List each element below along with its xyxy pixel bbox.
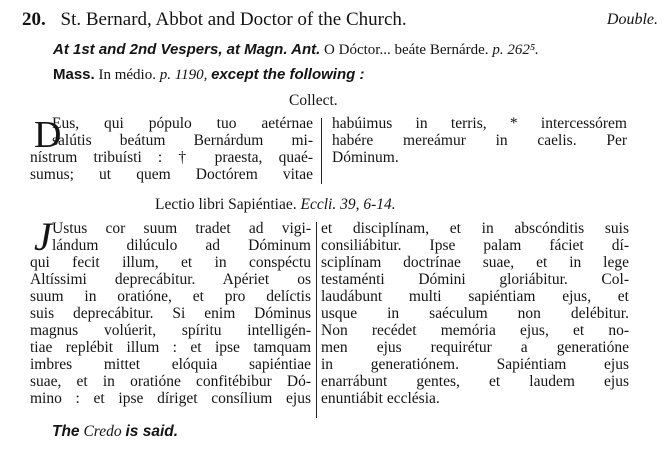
feast-title: St. Bernard, Abbot and Doctor of the Church.: [60, 9, 407, 30]
lesson-line: lándum dilúculo ad Dóminum: [52, 237, 311, 254]
lesson-line: Altíssimi deprecábitur. Apériet os: [30, 271, 311, 288]
vespers-prefix: At 1st and 2nd Vespers, at Magn. Ant.: [53, 41, 321, 58]
vespers-antiphon: O Dóctor... beáte Bernárde.: [324, 42, 489, 58]
collect-line: sumus; ut quem Doctórem vitae: [30, 166, 313, 183]
lesson-line: et disciplínam, et in abscónditis suis: [321, 220, 629, 237]
lesson-line: qui fecit illum, et in conspéctu: [30, 254, 311, 271]
column-divider: [316, 222, 317, 418]
collect-line: nístrum tribuísti : † praesta, quaé-: [30, 149, 313, 166]
lesson-left-column: [30, 214, 311, 407]
lesson-right-column: [321, 220, 629, 407]
lesson-line: laudábunt multi sapiéntiam ejus, et: [321, 288, 629, 305]
collect-line: Eus, qui pópulo tuo aetérnae: [52, 115, 313, 132]
lesson-line: suis deprecábitur. Si enim Dóminus: [30, 305, 311, 322]
mass-suffix: except the following :: [211, 66, 365, 83]
lesson-line: magnus volúerit, spíritu intelligén-: [30, 322, 311, 339]
lesson-heading: [155, 196, 396, 214]
lesson-line: suae, et in oratióne confitébibur Dó-: [30, 373, 311, 390]
collect-line: salútis beátum Bernárdum mi-: [52, 132, 313, 149]
lesson-line: Ustus cor suum tradet ad vigi-: [52, 220, 311, 237]
credo-word: Credo: [83, 423, 122, 440]
lesson-line: enarrábunt gentes, et laudem ejus: [321, 373, 629, 390]
mass-rubric: [53, 66, 364, 84]
mass-introit: In médio.: [98, 67, 156, 83]
lesson-line: sciplínam doctrínae suae, et in lege: [321, 254, 629, 271]
credo-prefix: The: [52, 423, 80, 440]
credo-suffix: is said.: [125, 423, 179, 440]
collect-line: habére mereámur in caelis. Per: [332, 132, 627, 149]
feast-number: 20.: [22, 9, 46, 30]
collect-heading: Collect.: [289, 92, 338, 109]
page-header: [22, 9, 658, 31]
mass-page: p. 1190,: [159, 67, 208, 83]
lesson-line: men ejus requirétur a generatióne: [321, 339, 629, 356]
lesson-line: imbres mittet elóquia sapiéntiae: [30, 356, 311, 373]
feast-rank: Double.: [606, 11, 658, 28]
lesson-title: Lectio libri Sapiéntiae.: [155, 196, 297, 213]
collect-line: Dóminum.: [332, 149, 399, 166]
lesson-line: Non recédet memória ejus, et no-: [321, 322, 629, 339]
vespers-rubric: [53, 41, 539, 59]
column-divider: [321, 118, 322, 184]
lesson-line: mino : et ipse díriget consílium ejus: [30, 390, 311, 407]
collect-line: habúimus in terris, * intercessórem: [332, 115, 627, 132]
lesson-line: testaménti Dómini gloriábitur. Col-: [321, 271, 629, 288]
lesson-line: consiliábitur. Ipse palam fáciet dí-: [321, 237, 629, 254]
credo-rubric: [52, 423, 178, 441]
collect-right-column: [332, 115, 627, 166]
lesson-reference: Eccli. 39, 6-14.: [300, 196, 396, 213]
lesson-drop-cap: J: [34, 214, 52, 259]
mass-label: Mass.: [53, 66, 95, 83]
lesson-line: suum in oratióne, et pro delíctis: [30, 288, 311, 305]
collect-left-column: [30, 115, 313, 183]
lesson-line: usque in saéculum non delébitur.: [321, 305, 629, 322]
vespers-page: p. 262⁵.: [492, 42, 539, 58]
lesson-line: enuntiábit ecclésia.: [321, 390, 440, 407]
lesson-line: in generatiónem. Sapiéntiam ejus: [321, 356, 629, 373]
collect-drop-cap: D: [34, 114, 62, 156]
lesson-line: tiae replébit illum : et ipse tamquam: [30, 339, 311, 356]
